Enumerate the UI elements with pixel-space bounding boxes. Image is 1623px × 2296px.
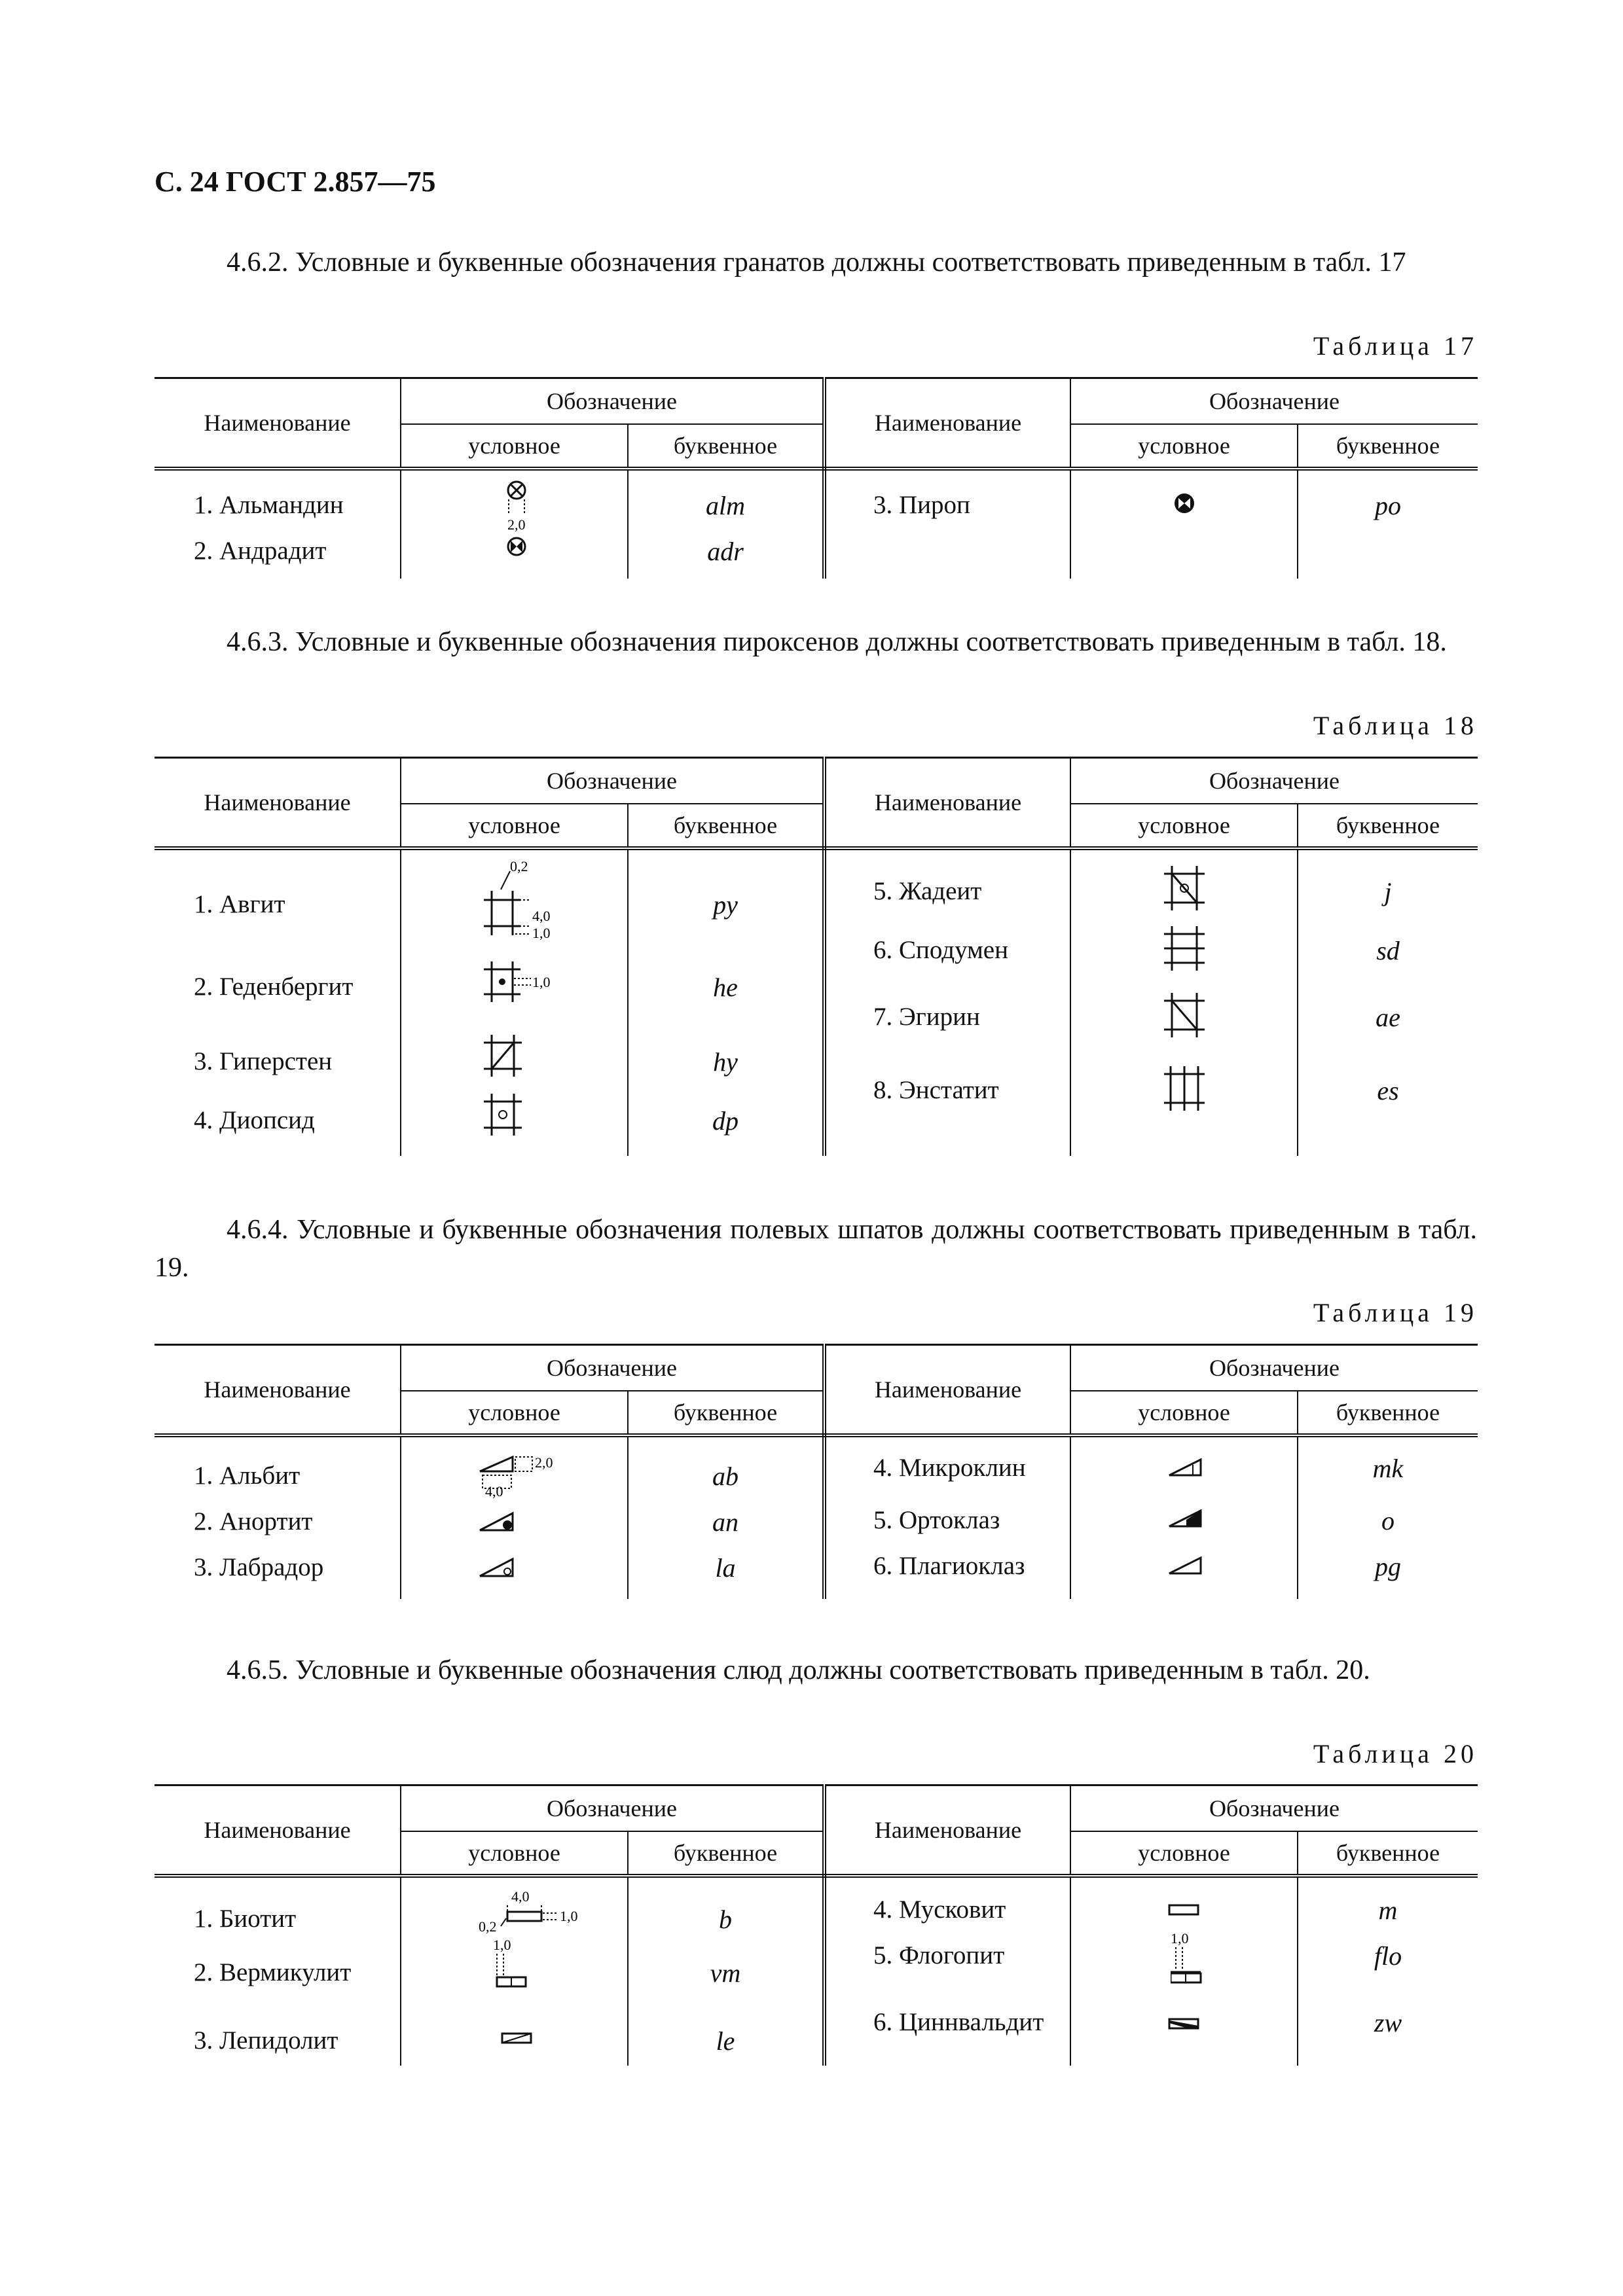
letter-designation: po (1375, 490, 1401, 520)
paragraph-4-6-4: 4.6.4. Условные и буквенные обозначения полевых шпатов должны соответствовать приведенным в табл. 19. (155, 1215, 1477, 1283)
letter-designation: sd (1376, 935, 1400, 965)
letter-designation: j (1384, 876, 1392, 906)
mineral-name: 5. Ортоклаз (873, 1505, 1000, 1534)
letter-designation: vm (710, 1958, 741, 1988)
mineral-name: 6. Плагиоклаз (873, 1551, 1025, 1580)
anorthite-symbol-icon (479, 1504, 531, 1537)
mineral-name: 5. Жадеит (873, 876, 982, 905)
col-designation-header: Обозначение (401, 1345, 824, 1391)
dimension-label: 4,0 (511, 1888, 530, 1905)
col-name-header: Наименование (824, 1345, 1070, 1435)
col-symbolic-header: условное (1070, 1391, 1298, 1435)
letter-designation: o (1381, 1505, 1395, 1535)
mineral-name: 4. Мусковит (873, 1895, 1006, 1924)
table-20-caption: Таблица 20 (1313, 1739, 1478, 1768)
letter-designation: le (716, 2026, 735, 2056)
table-20 (155, 1784, 1478, 2066)
col-name-header: Наименование (824, 758, 1070, 848)
letter-designation: mk (1372, 1453, 1404, 1483)
mineral-name: 3. Лепидолит (194, 2026, 338, 2054)
letter-designation: adr (707, 536, 744, 566)
letter-designation: an (712, 1507, 739, 1537)
col-symbolic-header: условное (1070, 804, 1298, 848)
col-letter-header: буквенное (628, 804, 824, 848)
mineral-name: 2. Вермикулит (194, 1958, 352, 1986)
col-symbolic-header: условное (401, 1831, 628, 1876)
table-17 (155, 377, 1478, 579)
col-designation-header: Обозначение (1070, 378, 1478, 424)
table-19 (155, 1344, 1478, 1599)
mineral-name: 7. Эгирин (873, 1002, 980, 1031)
letter-designation: m (1378, 1895, 1398, 1925)
mineral-name: 1. Альмандин (194, 490, 344, 519)
mineral-name: 2. Анортит (194, 1507, 313, 1535)
pyrope-symbol-icon (1173, 492, 1199, 518)
col-name-header: Наименование (155, 378, 401, 469)
col-designation-header: Обозначение (401, 1785, 824, 1831)
mineral-name: 4. Микроклин (873, 1453, 1026, 1482)
mineral-name: 2. Геденбергит (194, 972, 354, 1001)
col-letter-header: буквенное (1298, 424, 1478, 469)
dimension-label: 1,0 (1171, 1931, 1189, 1946)
jadeite-symbol-icon (1163, 863, 1215, 916)
hedenbergite-symbol-icon (467, 955, 598, 1007)
table-17-caption: Таблица 17 (1313, 331, 1478, 361)
col-name-header: Наименование (824, 378, 1070, 469)
mineral-name: 6. Циннвальдит (873, 2007, 1044, 2036)
phlogopite-symbol-icon (1171, 1931, 1223, 1997)
dimension-label: 2,0 (507, 516, 526, 533)
letter-designation: alm (706, 490, 745, 520)
col-symbolic-header: условное (401, 804, 628, 848)
letter-designation: py (713, 889, 738, 920)
col-symbolic-header: условное (401, 1391, 628, 1435)
paragraph-4-6-5: 4.6.5. Условные и буквенные обозначения слюд должны соответствовать приведенным в табл. 20. (227, 1655, 1370, 1685)
dimension-label: 4,0 (532, 907, 551, 924)
mineral-name: 1. Биотит (194, 1904, 297, 1933)
andradite-symbol-icon (506, 535, 532, 561)
dimension-label: 1,0 (532, 924, 551, 941)
diopside-symbol-icon (484, 1090, 543, 1142)
col-designation-header: Обозначение (1070, 758, 1478, 804)
lepidolite-symbol-icon (500, 2028, 545, 2054)
col-symbolic-header: условное (1070, 1831, 1298, 1876)
col-name-header: Наименование (824, 1785, 1070, 1876)
vermiculite-symbol-icon (493, 1937, 558, 2002)
letter-designation: b (719, 1904, 732, 1934)
letter-designation: la (715, 1552, 736, 1583)
orthoclase-symbol-icon (1168, 1503, 1220, 1535)
dimension-label: 0,2 (510, 857, 528, 874)
col-name-header: Наименование (155, 1785, 401, 1876)
spodumene-symbol-icon (1163, 924, 1215, 976)
dimension-label: 2,0 (535, 1454, 553, 1471)
col-designation-header: Обозначение (401, 378, 824, 424)
letter-designation: he (713, 972, 738, 1002)
zinnwaldite-symbol-icon (1168, 2015, 1214, 2035)
col-designation-header: Обозначение (1070, 1345, 1478, 1391)
table-19-caption: Таблица 19 (1313, 1298, 1478, 1327)
letter-designation: flo (1374, 1941, 1402, 1971)
letter-designation: ab (712, 1461, 739, 1491)
col-letter-header: буквенное (628, 1391, 824, 1435)
dimension-label: 1,0 (560, 1907, 578, 1924)
letter-designation: dp (712, 1105, 739, 1136)
dimension-label: 1,0 (532, 973, 551, 990)
mineral-name: 1. Альбит (194, 1461, 301, 1490)
col-letter-header: буквенное (628, 424, 824, 469)
enstatite-symbol-icon (1163, 1064, 1215, 1116)
col-letter-header: буквенное (1298, 804, 1478, 848)
col-letter-header: буквенное (628, 1831, 824, 1876)
mineral-name: 2. Андрадит (194, 536, 327, 565)
col-symbolic-header: условное (401, 424, 628, 469)
mineral-name: 3. Лабрадор (194, 1552, 324, 1581)
col-name-header: Наименование (155, 1345, 401, 1435)
mineral-name: 5. Флогопит (873, 1941, 1005, 1969)
plagioclase-symbol-icon (1168, 1550, 1220, 1583)
mineral-name: 8. Энстатит (873, 1075, 999, 1104)
col-letter-header: буквенное (1298, 1831, 1478, 1876)
col-designation-header: Обозначение (1070, 1785, 1478, 1831)
table-18 (155, 757, 1478, 1156)
albite-symbol-icon (479, 1448, 583, 1507)
mineral-name: 3. Пироп (873, 490, 970, 519)
paragraph-4-6-3: 4.6.3. Условные и буквенные обозначения пироксенов должны соответствовать приведенным в табл. 18. (227, 627, 1447, 657)
paragraph-4-6-2: 4.6.2. Условные и буквенные обозначения гранатов должны соответствовать приведенным в табл. 17 (227, 247, 1406, 278)
page-header: С. 24 ГОСТ 2.857—75 (155, 166, 436, 198)
dimension-label: 0,2 (479, 1918, 497, 1935)
aegirine-symbol-icon (1163, 990, 1215, 1043)
letter-designation: zw (1374, 2007, 1402, 2037)
mineral-name: 4. Диопсид (194, 1105, 315, 1134)
microcline-symbol-icon (1168, 1452, 1220, 1484)
augite-symbol-icon (467, 858, 598, 943)
col-designation-header: Обозначение (401, 758, 824, 804)
dimension-label: 1,0 (493, 1936, 511, 1953)
col-letter-header: буквенное (1298, 1391, 1478, 1435)
col-symbolic-header: условное (1070, 424, 1298, 469)
muscovite-symbol-icon (1168, 1901, 1214, 1921)
mineral-name: 6. Сподумен (873, 935, 1008, 964)
letter-designation: pg (1375, 1551, 1401, 1581)
letter-designation: hy (713, 1047, 738, 1077)
letter-designation: es (1377, 1075, 1399, 1105)
table-18-caption: Таблица 18 (1313, 711, 1478, 740)
col-name-header: Наименование (155, 758, 401, 848)
labradorite-symbol-icon (479, 1550, 531, 1583)
letter-designation: ae (1376, 1002, 1400, 1032)
mineral-name: 3. Гиперстен (194, 1047, 333, 1075)
hypersthene-symbol-icon (484, 1031, 543, 1083)
mineral-name: 1. Авгит (194, 889, 285, 918)
dimension-label: 4,0 (485, 1482, 503, 1499)
